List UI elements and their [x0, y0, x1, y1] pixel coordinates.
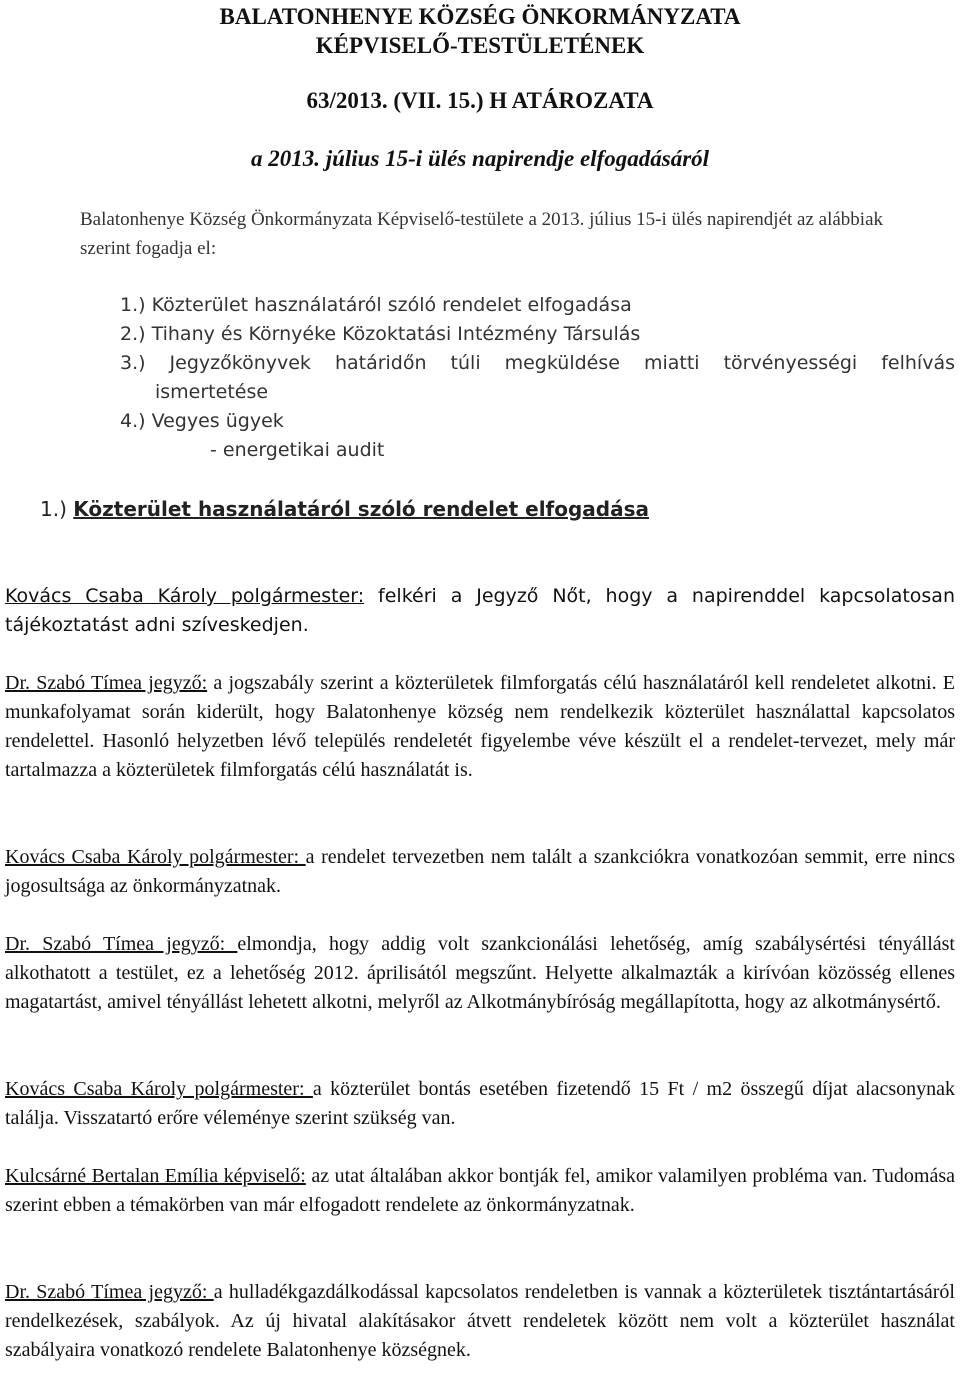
minutes-paragraph-2 — [5, 669, 955, 785]
agenda-item-4: 4.) Vegyes ügyek — [120, 410, 284, 432]
paragraph-text: az utat általában akkor bontják fel, amikor valamilyen probléma van. Tudomása szerint ebben a témakörben van már elfogadott rendelete az önkormányzatnak. — [5, 1165, 955, 1216]
paragraph-text: elmondja, hogy addig volt szankcionálási lehetőség, amíg szabálysértési tényállást alkothatott a testület, ez a lehetőség 2012. áprilisától megszűnt. Helyette alkalmazták a kirívóan közösség ellenes magatartást, amivel tényállást lehetett alkotni, melyről az Alkotmánybíróság megállapította, hogy az alkotmánysértő. — [5, 933, 955, 1013]
resolution-subject: a 2013. július 15-i ülés napirendje elfogadásáról — [250, 146, 710, 171]
paragraph-text: a jogszabály szerint a közterületek filmforgatás célú használatáról kell rendeletet alkotni. E munkafolyamat során kiderült, hogy Balatonhenye község nem rendelkezik közterület használattal kapcsolatos rendelettel. Hasonló helyzetben lévő település rendeletét figyelembe véve készült el a rendelet-tervezet, mely már tartalmazza a közterületek filmforgatás célú használatát is. — [5, 672, 956, 781]
minutes-paragraph-5 — [5, 1075, 955, 1133]
speaker-name: Dr. Szabó Tímea jegyző: — [5, 1281, 214, 1303]
paragraph-text: a rendelet tervezetben nem talált a szankciókra vonatkozóan semmit, erre nincs jogosultsága az önkormányzatnak. — [5, 846, 955, 897]
agenda-item-2: 2.) Tihany és Környéke Közoktatási Intézmény Társulás — [120, 323, 641, 345]
minutes-paragraph-1 — [5, 582, 955, 640]
council-name-line2: KÉPVISELŐ-TESTÜLETÉNEK — [315, 33, 645, 58]
agenda-item-3-continuation: ismertetése — [155, 381, 269, 403]
speaker-name: Kovács Csaba Károly polgármester: — [5, 1078, 313, 1100]
speaker-name: Dr. Szabó Tímea jegyző: — [5, 933, 238, 955]
speaker-name: Kovács Csaba Károly polgármester: — [5, 846, 306, 868]
section-1-title: Közterület használatáról szóló rendelet elfogadása — [73, 497, 650, 521]
speaker-name: Kovács Csaba Károly polgármester: — [5, 585, 365, 607]
minutes-paragraph-3 — [5, 843, 955, 901]
paragraph-text: a hulladékgazdálkodással kapcsolatos rendeletben is vannak a közterületek tisztántartásáról rendelkezések, szabályok. Az új hivatal alakításakor átvett rendeletek között nem volt a közterület használat szabályaira vonatkozó rendelete Balatonhenye községnek. — [5, 1281, 955, 1361]
agenda-item-1: 1.) Közterület használatáról szóló rendelet elfogadása — [120, 294, 632, 316]
minutes-paragraph-6 — [5, 1162, 955, 1220]
section-1-number: 1.) — [40, 497, 67, 521]
agenda-item-4-sub: - energetikai audit — [210, 439, 385, 461]
agenda-item-3: 3.) Jegyzőkönyvek határidőn túli megküldése miatti törvényességi felhívás — [120, 352, 955, 374]
resolution-number: 63/2013. (VII. 15.) H ATÁROZATA — [306, 88, 654, 113]
council-name-heading — [200, 2, 760, 60]
speaker-name: Kulcsárné Bertalan Emília képviselő: — [5, 1165, 306, 1187]
council-name-line1: BALATONHENYE KÖZSÉG ÖNKORMÁNYZATA — [219, 4, 741, 29]
paragraph-text: a közterület bontás esetében fizetendő 15 Ft / m2 összegű díjat alacsonynak találja. Visszatartó erőre véleménye szerint szükség van. — [5, 1078, 955, 1129]
section-1-heading — [40, 495, 649, 524]
minutes-paragraph-4 — [5, 930, 955, 1017]
intro-paragraph: Balatonhenye Község Önkormányzata Képviselő-testülete a 2013. július 15-i ülés napirendjét az alábbiak szerint fogadja el: — [80, 209, 884, 259]
speaker-name: Dr. Szabó Tímea jegyző: — [5, 672, 208, 694]
minutes-paragraph-7 — [5, 1278, 955, 1365]
paragraph-text: felkéri a Jegyző Nőt, hogy a napirenddel kapcsolatosan tájékoztatást adni szíveskedjen. — [5, 585, 955, 636]
